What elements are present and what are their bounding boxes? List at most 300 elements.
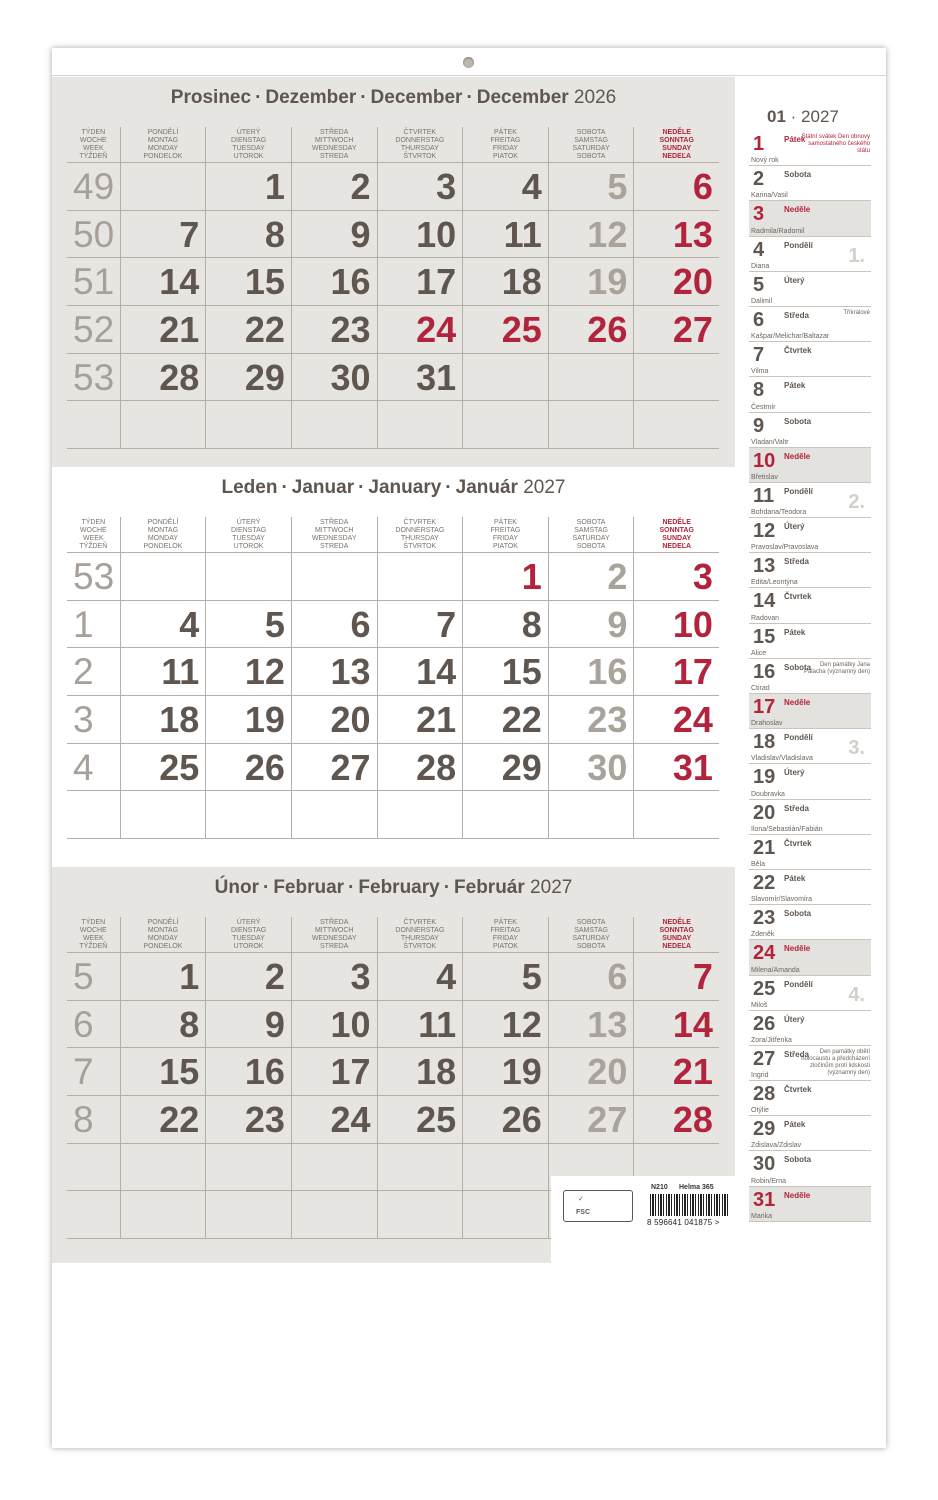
day-cell [462,401,548,448]
weekday-header-cell: SOBOTA SAMSTAG SATURDAY SOBOTA [548,127,634,162]
day-cell [548,744,634,791]
day-cell [462,953,548,1000]
day-cell [291,696,377,743]
day-list-item [749,131,871,166]
day-cell [548,354,634,401]
day-list-nameday: Dalimil [751,297,772,305]
day-cell [462,601,548,648]
day-list-item [749,659,871,694]
weekday-header-cell: PONDĚLÍ MONTAG MONDAY PONDELOK [120,517,206,552]
day-number: 23 [330,309,371,351]
day-cell [291,953,377,1000]
day-list-number: 2 [753,168,765,191]
day-cell [377,553,463,600]
day-list-nameday: Ingrid [751,1072,769,1080]
day-list-weekday: Úterý [784,768,805,778]
weekday-header-cell: STŘEDA MITTWOCH WEDNESDAY STREDA [291,517,377,552]
day-number: 27 [672,309,713,351]
day-cell [205,1001,291,1048]
month-grid [67,517,719,839]
day-number: 31 [416,356,457,398]
day-number: 11 [161,651,200,693]
day-list-weekday: Neděle [784,944,811,954]
day-list-note: Den památky Jana Palacha (významný den) [803,661,870,675]
day-list-nameday: Zdislava/Zdislav [751,1142,802,1150]
day-number: 30 [330,356,371,398]
day-number: 17 [672,651,713,693]
separator-dot: · [348,877,355,898]
day-list-number: 23 [753,907,776,930]
day-cell [462,1001,548,1048]
weekday-header-cell: ÚTERÝ DIENSTAG TUESDAY UTOROK [205,917,291,952]
day-cell [633,953,719,1000]
day-cell [291,1048,377,1095]
day-list-item [749,1116,871,1151]
weekday-header-cell: PÁTEK FREITAG FRIDAY PIATOK [462,127,548,162]
week-number: 51 [73,261,115,303]
day-cell [633,791,719,838]
day-list-weekday: Čtvrtek [784,346,812,356]
week-row [67,258,719,306]
week-row [67,601,719,649]
day-cell [462,696,548,743]
day-list-nameday: Čestmír [751,403,776,411]
day-list-week-number: 4. [848,983,865,1006]
day-number: 4 [521,166,542,207]
day-cell [633,696,719,743]
day-list-weekday: Pátek [784,381,806,391]
weekday-header-cell: ČTVRTEK DONNERSTAG THURSDAY ŠTVRTOK [377,127,463,162]
day-cell [120,1001,206,1048]
week-number: 52 [73,309,115,351]
day-list-nameday: Slavomír/Slavomíra [751,896,813,904]
day-number: 16 [244,1051,285,1093]
week-row [67,953,719,1001]
week-row [67,1048,719,1096]
day-list-weekday: Pondělí [784,733,813,743]
day-cell [633,744,719,791]
day-cell [377,1191,463,1238]
day-number: 20 [587,1051,628,1093]
day-number: 14 [159,261,200,303]
day-list-nameday: Doubravka [751,790,785,798]
fsc-logo [563,1190,633,1222]
day-list-number: 17 [753,696,776,718]
day-number: 2 [607,556,628,597]
day-list-item [749,377,871,412]
month-name: February [358,877,440,898]
day-cell [633,306,719,353]
day-number: 3 [436,166,457,207]
day-list-weekday: Neděle [784,451,811,461]
day-list-number: 6 [753,308,765,331]
day-list-number: 31 [753,1188,776,1211]
day-cell [377,211,463,258]
day-cell [205,553,291,600]
day-cell [462,163,548,210]
week-number: 3 [73,699,94,741]
day-list-number: 18 [753,731,776,754]
day-number: 5 [521,956,542,997]
day-cell [377,1096,463,1143]
month-name: Január [455,477,518,498]
separator-dot: · [445,477,452,498]
barcode-number: 8 596641 041875 > [647,1218,720,1227]
day-list-number: 24 [753,942,776,965]
week-number: 53 [73,556,115,597]
weekday-header-cell: NEDĚLE SONNTAG SUNDAY NEDEĽA [633,517,719,552]
day-number: 25 [159,746,200,788]
day-number: 31 [672,746,713,788]
week-number: 49 [73,166,115,207]
day-cell [120,354,206,401]
week-row [67,354,719,402]
day-cell [377,601,463,648]
day-list-item [749,307,871,342]
day-number: 8 [264,213,285,255]
week-column-header: TÝDEN WOCHE WEEK TÝŽDEŇ [79,919,108,950]
day-list-item [749,588,871,623]
day-cell [291,163,377,210]
day-number: 12 [587,213,628,255]
day-list-number: 29 [753,1118,776,1141]
month-name: Dezember [265,87,357,108]
week-row [67,791,719,839]
weekday-header-cell: STŘEDA MITTWOCH WEDNESDAY STREDA [291,127,377,162]
day-list-weekday: Pondělí [784,486,813,496]
week-number: 2 [73,651,94,693]
day-cell [377,354,463,401]
month-name: December [370,87,463,108]
day-number: 23 [587,699,628,741]
separator-dot: · [360,87,367,108]
day-cell [205,696,291,743]
day-list-nameday: Pravoslav/Pravoslava [751,544,819,552]
day-cell [291,648,377,695]
day-cell [462,744,548,791]
day-list-year: 2027 [801,107,839,126]
day-number: 14 [672,1003,713,1045]
day-list-number: 30 [753,1153,776,1176]
day-list-weekday: Pátek [784,627,806,637]
day-number: 11 [503,213,542,255]
day-cell [548,791,634,838]
day-list-weekday: Neděle [784,698,811,707]
weekday-header [67,517,719,553]
day-list-number: 12 [753,520,776,543]
day-list-item [749,764,871,799]
weekday-header-cell: STŘEDA MITTWOCH WEDNESDAY STREDA [291,917,377,952]
day-cell [291,1191,377,1238]
day-number: 3 [350,956,371,997]
day-list-note: Tříkrálové [843,309,870,316]
day-number: 7 [692,956,713,997]
day-cell [120,401,206,448]
month-grid [67,127,719,449]
day-list-number: 13 [753,555,776,578]
day-number: 6 [692,166,713,207]
day-cell [462,1144,548,1191]
month-title [52,877,735,899]
day-number: 24 [416,309,457,351]
day-number: 28 [159,356,200,398]
day-number: 16 [587,651,628,693]
day-number: 22 [159,1099,200,1141]
day-number: 26 [244,746,285,788]
week-number: 1 [73,603,94,645]
day-number: 28 [672,1099,713,1141]
day-number: 18 [416,1051,457,1093]
month-name: Februar [273,877,345,898]
day-cell [633,258,719,305]
day-cell [462,354,548,401]
day-number: 1 [521,556,542,597]
day-list-nameday: Ilona/Sebastián/Fabián [751,825,823,833]
day-number: 30 [587,746,628,788]
day-number: 7 [179,213,200,255]
day-number: 2 [350,166,371,207]
day-list-nameday: Ctirad [751,685,770,692]
day-list-nameday: Diana [751,262,770,270]
day-cell [120,163,206,210]
day-cell [291,553,377,600]
product-code: N210 [651,1184,668,1191]
day-list-month: 01 [767,107,786,126]
month-name: Február [454,877,525,898]
weekday-header-cell: PONDĚLÍ MONTAG MONDAY PONDELOK [120,917,206,952]
month-name: December [476,87,569,108]
day-list-nameday: Vladislav/Vladislava [751,755,813,763]
day-cell [120,1096,206,1143]
day-list-item [749,940,871,975]
day-list-nameday: Edita/Leontýna [751,579,798,587]
day-cell [548,553,634,600]
day-number: 21 [416,699,457,741]
day-list-week-number: 2. [848,490,865,513]
week-row [67,696,719,744]
day-number: 6 [350,603,371,645]
day-list-weekday: Úterý [784,522,805,532]
day-cell [548,953,634,1000]
day-number: 15 [501,651,542,693]
day-list-item [749,237,871,272]
day-list-item [749,1151,871,1186]
day-list-weekday: Sobota [784,662,812,672]
day-list-note: Den památky obětí holocaustu a předcházení zločinům proti lidskosti (významný den) [801,1048,870,1076]
day-cell [377,791,463,838]
weekday-header-cell: ÚTERÝ DIENSTAG TUESDAY UTOROK [205,517,291,552]
weekday-header-cell: ÚTERÝ DIENSTAG TUESDAY UTOROK [205,127,291,162]
month-year: 2027 [524,877,573,898]
day-cell [633,553,719,600]
day-cell [633,1096,719,1143]
day-cell [205,258,291,305]
fsc-label: FSC [576,1209,590,1216]
day-cell [377,648,463,695]
day-cell [291,354,377,401]
day-list-number: 7 [753,344,765,367]
day-cell [462,1096,548,1143]
day-list-weekday: Pondělí [784,979,813,989]
weekday-header [67,127,719,163]
day-list-item [749,342,871,377]
day-list-item [749,553,871,588]
day-cell [205,953,291,1000]
month-block-december [52,77,735,467]
day-list-nameday: Milena/Amanda [751,966,800,974]
day-cell [120,953,206,1000]
day-list-item [749,413,871,448]
day-cell [462,306,548,353]
weekday-header-cell: NEDĚLE SONNTAG SUNDAY NEDEĽA [633,917,719,952]
day-number: 5 [264,603,285,645]
day-list-number: 25 [753,977,776,1000]
day-cell [205,1048,291,1095]
day-number: 1 [264,166,285,207]
day-list-week-number: 3. [848,737,865,760]
day-list-number: 5 [753,273,765,296]
day-list-number: 10 [753,449,776,472]
day-list-weekday: Sobota [784,1155,812,1165]
weekday-header [67,917,719,953]
day-list-title: 01 · 2027 [767,107,839,126]
day-list-weekday: Pondělí [784,240,813,250]
day-cell [120,1048,206,1095]
separator-dot: · [466,87,473,108]
day-list-weekday: Středa [784,310,809,320]
day-list-nameday: Vilma [751,368,769,376]
day-cell [205,211,291,258]
day-cell [205,401,291,448]
month-year: 2026 [568,87,617,108]
day-list-nameday: Běla [751,860,766,868]
day-cell [377,163,463,210]
day-number: 8 [521,603,542,645]
weekday-header-cell: PÁTEK FREITAG FRIDAY PIATOK [462,517,548,552]
day-list-nameday: Alice [751,649,767,657]
day-list-nameday: Miloš [751,1001,768,1009]
day-cell [291,401,377,448]
day-list-nameday: Zdeněk [751,931,775,939]
week-column-header: TÝDEN WOCHE WEEK TÝŽDEŇ [79,129,108,160]
day-cell [120,553,206,600]
week-number [67,791,120,838]
day-list-nameday: Radovan [751,614,780,622]
day-list-item [749,976,871,1011]
day-cell [377,401,463,448]
day-cell [633,354,719,401]
day-number: 13 [330,651,371,693]
day-list-item [749,870,871,905]
day-number: 19 [587,261,628,303]
day-number: 2 [264,956,285,997]
week-number [67,1144,120,1191]
day-cell [291,744,377,791]
week-number: 5 [73,956,94,997]
day-cell [633,1048,719,1095]
day-number: 6 [607,956,628,997]
day-cell [291,1144,377,1191]
day-list-number: 14 [753,590,776,613]
day-cell [120,791,206,838]
barcode [650,1194,730,1216]
day-number: 22 [501,699,542,741]
week-number: 7 [73,1051,94,1093]
day-cell [462,791,548,838]
week-row [67,306,719,354]
day-list-item [749,905,871,940]
day-number: 29 [501,746,542,788]
brand-name: Helma 365 [679,1184,714,1191]
day-cell [291,1096,377,1143]
day-number: 24 [672,699,713,741]
separator-dot: · [281,477,288,498]
day-cell [548,601,634,648]
day-cell [548,696,634,743]
separator-dot: · [262,877,270,898]
weekday-header-cell: SOBOTA SAMSTAG SATURDAY SOBOTA [548,917,634,952]
day-list-nameday: Radmila/Radomil [751,227,805,235]
day-cell [548,1001,634,1048]
day-list-nameday: Kašpar/Melichar/Baltazar [751,333,830,341]
day-list-nameday: Vladan/Valtr [751,438,789,446]
day-number: 28 [416,746,457,788]
separator-dot: · [255,87,262,108]
day-cell [205,163,291,210]
day-list-nameday: Zora/Jitřenka [751,1036,792,1044]
day-list-item [749,448,871,483]
day-list-number: 9 [753,414,765,437]
day-cell [120,696,206,743]
day-number: 15 [159,1051,200,1093]
month-name: Únor [214,877,259,898]
day-number: 3 [692,556,713,597]
day-list-weekday: Čtvrtek [784,838,812,848]
day-cell [633,401,719,448]
day-cell [377,744,463,791]
week-row [67,553,719,601]
separator-dot: · [443,877,451,898]
day-number: 27 [330,746,371,788]
week-number: 50 [73,213,115,255]
day-number: 7 [436,603,457,645]
day-list-weekday: Sobota [784,416,812,426]
day-cell [633,211,719,258]
day-number: 15 [244,261,285,303]
day-number: 10 [672,603,713,645]
day-cell [462,553,548,600]
week-row [67,401,719,449]
day-list-note: Státní svátek Den obnovy samostatného českého státu [801,134,870,154]
day-list-item [749,272,871,307]
day-cell [291,601,377,648]
day-list-item [749,1187,871,1222]
day-cell [633,648,719,695]
day-list-item [749,835,871,870]
week-number: 6 [73,1003,94,1045]
weekday-header-cell: NEDĚLE SONNTAG SUNDAY NEDEĽA [633,127,719,162]
day-number: 1 [179,956,200,997]
day-list-weekday: Středa [784,557,809,567]
day-list-weekday: Středa [784,803,809,813]
day-list-number: 11 [753,484,775,507]
day-cell [548,211,634,258]
day-list-number: 15 [753,625,776,648]
day-list-item [749,624,871,659]
day-number: 9 [607,603,628,645]
week-number: 53 [73,356,115,398]
day-cell [548,401,634,448]
